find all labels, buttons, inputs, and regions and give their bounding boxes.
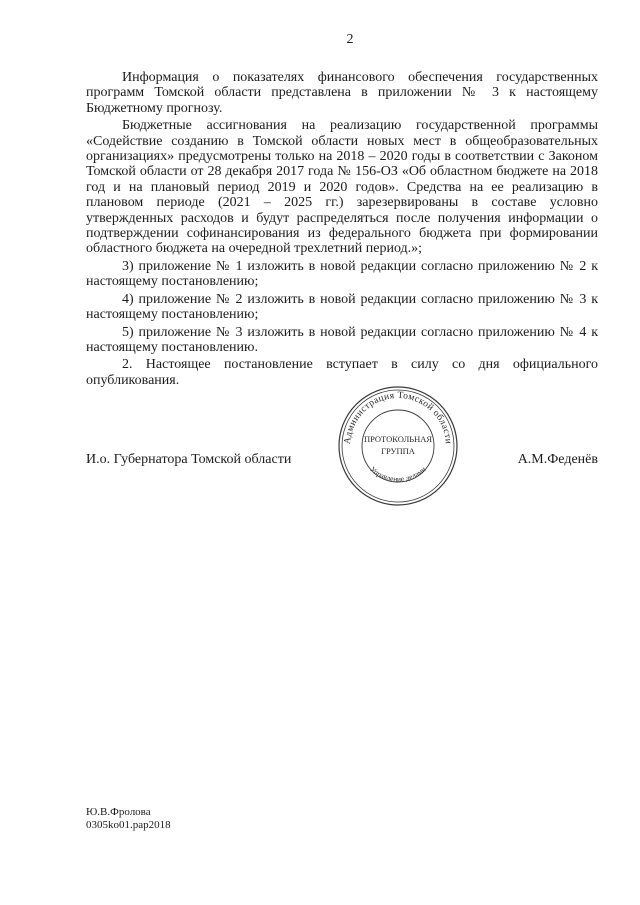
stamp-center-line-2: ГРУППА xyxy=(381,446,415,456)
stamp-bottom-text: Управление делами xyxy=(368,464,428,484)
file-reference: 0305ko01.pap2018 xyxy=(86,819,171,831)
document-body xyxy=(86,70,598,390)
paragraph-budget-allocations: Бюджетные ассигнования на реализацию государственной программы «Содействие созданию в Томской области новых мест в общеобразовательных организациях» предусмотрены только на 2018 – 2020 годы в соответствии с Законом Томской области от 28 декабря 2017 года № 156-ОЗ «Об областном бюджете на 2018 год и на плановый период 2019 и 2020 годов». Средства на ее реализацию в плановом периоде (2021 – 2025 гг.) зарезервированы в составе условно утвержденных расходов и будут распределяться после получения информации о подтверждении софинансирования из федерального бюджета при формировании областного бюджета на очередной трехлетний период.»; xyxy=(86,118,598,257)
stamp-center-line-1: ПРОТОКОЛЬНАЯ xyxy=(363,434,433,444)
stamp-ring-text: Администрация Томской области xyxy=(342,390,454,445)
svg-text:Управление делами xyxy=(368,465,427,484)
signer-name: А.М.Феденёв xyxy=(517,452,598,467)
page-number: 2 xyxy=(346,32,354,47)
paragraph-item-3: 3) приложение № 1 изложить в новой редакции согласно приложению № 2 к настоящему постановлению; xyxy=(86,258,598,290)
official-stamp xyxy=(336,384,460,508)
paragraph-item-4: 4) приложение № 2 изложить в новой редакции согласно приложению № 3 к настоящему постановлению; xyxy=(86,291,598,323)
paragraph-item-5: 5) приложение № 3 изложить в новой редакции согласно приложению № 4 к настоящему постановлению. xyxy=(86,324,598,355)
executor-name: Ю.В.Фролова xyxy=(86,806,151,818)
executor-footer xyxy=(86,806,171,832)
paragraph-effective-date: 2. Настоящее постановление вступает в силу со дня официального опубликования. xyxy=(86,357,598,388)
signer-title: И.о. Губернатора Томской области xyxy=(86,452,292,467)
paragraph-financing-info: Информация о показателях финансового обеспечения государственных программ Томской области представлена в приложении № 3 к настоящему Бюджетному прогнозу. xyxy=(86,70,598,116)
